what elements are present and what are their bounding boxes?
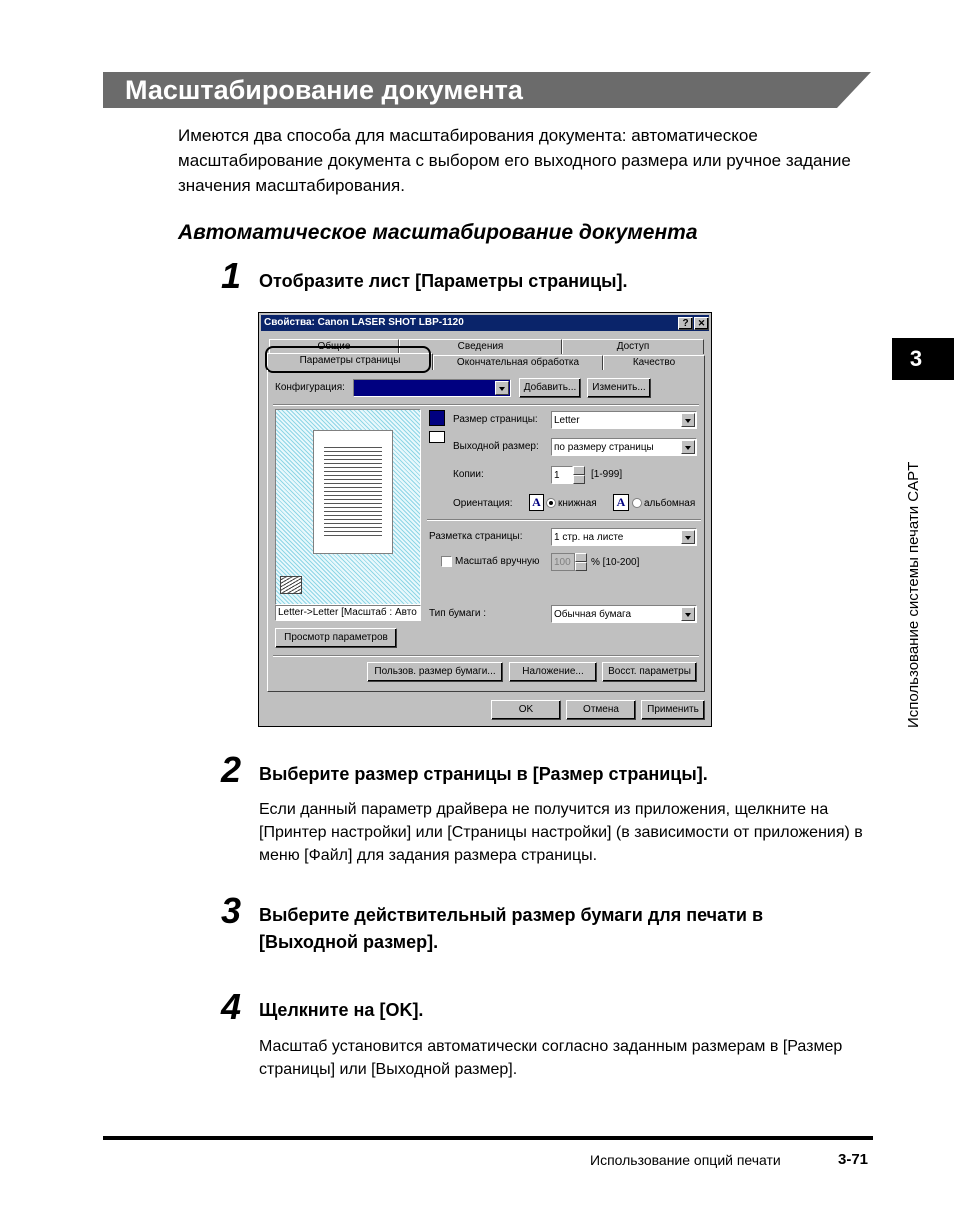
step-number: 1 <box>221 255 242 296</box>
chevron-down-icon[interactable] <box>681 413 695 427</box>
ok-button[interactable]: OK <box>491 700 561 720</box>
landscape-radio[interactable] <box>632 498 642 508</box>
manual-scale-label: Масштаб вручную <box>455 556 540 567</box>
chapter-tab: 3 <box>892 338 954 380</box>
tab-sharing[interactable]: Доступ <box>562 339 704 354</box>
tab-page-setup[interactable]: Параметры страницы <box>267 353 433 370</box>
apply-button[interactable]: Применить <box>641 700 705 720</box>
spin-up-icon[interactable] <box>575 553 587 562</box>
layout-value: 1 стр. на листе <box>554 531 624 543</box>
step-number: 4 <box>221 986 242 1027</box>
output-size-icon <box>429 431 445 443</box>
page-preview <box>275 409 421 605</box>
step-title: Отобразите лист [Параметры страницы]. <box>259 271 628 291</box>
preview-text-lines <box>324 447 382 539</box>
tab-finishing[interactable]: Окончательная обработка <box>433 355 603 370</box>
spin-down-icon[interactable] <box>573 475 585 484</box>
copies-input[interactable] <box>551 466 573 484</box>
radio-dot <box>549 501 553 505</box>
paper-type-select[interactable] <box>551 605 697 623</box>
config-combo[interactable] <box>353 379 511 397</box>
step-body: Если данный параметр драйвера не получится из приложения, щелкните на [Принтер настройки] или [Страницы настройки] (в зависимости от приложения) в меню [Файл] для задания размера страницы. <box>259 801 863 864</box>
portrait-label: книжная <box>558 498 597 509</box>
config-label: Конфигурация: <box>275 382 345 393</box>
step-title: Щелкните на [OK]. <box>259 1000 424 1020</box>
page-number: 3-71 <box>838 1151 869 1168</box>
spin-up-icon[interactable] <box>573 466 585 475</box>
step-title: Выберите размер страницы в [Размер страницы]. <box>259 764 708 784</box>
footer-section-title: Использование опций печати <box>590 1152 781 1168</box>
separator <box>273 655 699 657</box>
preview-page <box>313 430 393 554</box>
chevron-down-icon[interactable] <box>681 607 695 621</box>
page-size-value: Letter <box>554 414 580 426</box>
separator <box>427 519 701 521</box>
step-title: Выберите действительный размер бумаги для печати в [Выходной размер]. <box>259 905 764 952</box>
edit-button[interactable]: Изменить... <box>587 378 651 398</box>
subsection-title: Автоматическое масштабирование документа <box>178 221 698 244</box>
output-size-label: Выходной размер: <box>453 441 539 452</box>
chevron-down-icon[interactable] <box>495 381 509 395</box>
step-body: Масштаб установится автоматически согласно заданным размерам в [Размер страницы] или [Выходной размер]. <box>259 1038 843 1078</box>
paper-stack-icon <box>280 576 302 594</box>
tab-quality[interactable]: Качество <box>603 355 705 370</box>
page-size-select[interactable] <box>551 411 697 429</box>
tab-general[interactable]: Общие <box>269 339 399 354</box>
page-size-label: Размер страницы: <box>453 414 538 425</box>
step-number: 2 <box>221 749 242 790</box>
copies-range: [1-999] <box>591 469 623 480</box>
chevron-down-icon[interactable] <box>681 530 695 544</box>
chevron-down-icon[interactable] <box>681 440 695 454</box>
copies-value: 1 <box>554 469 560 481</box>
tab-details[interactable]: Сведения <box>399 339 562 354</box>
scale-input[interactable] <box>551 553 575 571</box>
chapter-side-title: Использование системы печати CAPT <box>905 461 922 728</box>
restore-defaults-button[interactable]: Восст. параметры <box>602 662 697 682</box>
paper-type-value: Обычная бумага <box>554 608 632 620</box>
add-button[interactable]: Добавить... <box>519 378 581 398</box>
intro-paragraph: Имеются два способа для масштабирования документа: автоматическое масштабирование документа с выбором его выходного размера или ручное задание значения масштабирования. <box>178 126 851 195</box>
output-size-value: по размеру страницы <box>554 441 654 453</box>
printer-properties-dialog <box>258 312 712 727</box>
copies-label: Копии: <box>453 469 484 480</box>
help-button[interactable]: ? <box>678 317 693 330</box>
preview-caption: Letter->Letter [Масштаб : Авто <box>275 605 421 621</box>
view-settings-button[interactable]: Просмотр параметров <box>275 628 397 648</box>
landscape-icon: A <box>613 494 629 511</box>
portrait-radio[interactable] <box>546 498 556 508</box>
dialog-title: Свойства: Canon LASER SHOT LBP-1120 <box>264 317 464 328</box>
layout-label: Разметка страницы: <box>429 531 523 542</box>
section-title: Масштабирование документа <box>125 75 523 105</box>
close-icon[interactable]: ✕ <box>694 317 709 330</box>
output-size-select[interactable] <box>551 438 697 456</box>
highlight-outline <box>265 346 431 373</box>
step-number: 3 <box>221 890 242 931</box>
cancel-button[interactable]: Отмена <box>566 700 636 720</box>
custom-paper-button[interactable]: Пользов. размер бумаги... <box>367 662 503 682</box>
layout-select[interactable] <box>551 528 697 546</box>
footer-rule <box>103 1136 873 1140</box>
spin-down-icon[interactable] <box>575 562 587 571</box>
page-size-icon <box>429 410 445 426</box>
portrait-icon: A <box>529 494 544 511</box>
manual-scale-checkbox[interactable] <box>441 556 452 567</box>
paper-type-label: Тип бумаги : <box>429 608 487 619</box>
scale-value: 100 <box>554 556 571 568</box>
orientation-label: Ориентация: <box>453 498 513 509</box>
overlay-button[interactable]: Наложение... <box>509 662 597 682</box>
landscape-label: альбомная <box>644 498 696 509</box>
separator <box>273 404 699 406</box>
scale-range: % [10-200] <box>591 557 640 568</box>
